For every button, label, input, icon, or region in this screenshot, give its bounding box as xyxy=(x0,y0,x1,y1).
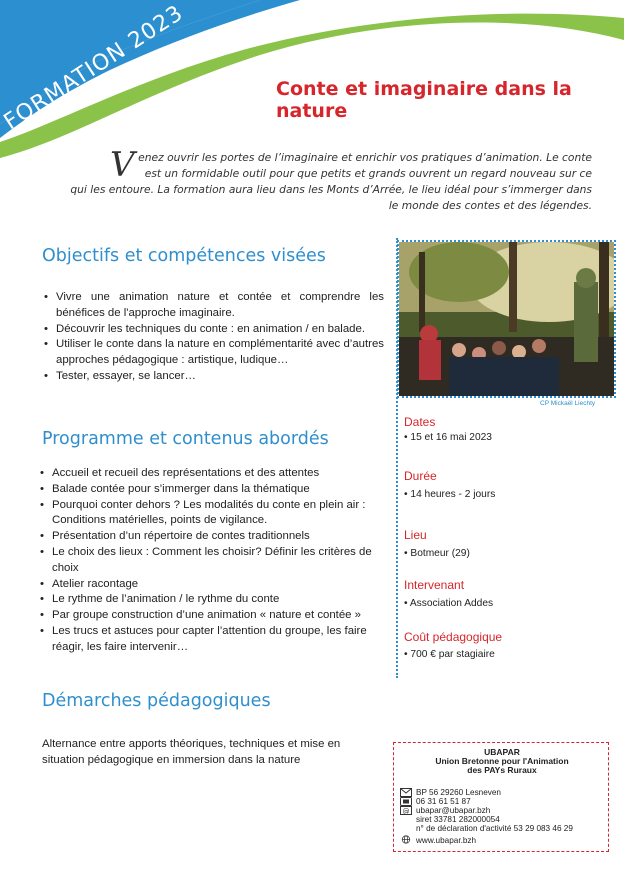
org-name-line1: Union Bretonne pour l'Animation xyxy=(435,756,569,766)
list-item: • Balade contée pour s’immerger dans la thématique xyxy=(40,482,376,498)
email-icon xyxy=(400,806,412,815)
lieu-value: • Botmeur (29) xyxy=(404,548,470,559)
mail-icon xyxy=(400,788,412,797)
programme-heading: Programme et contenus abordés xyxy=(42,429,329,449)
globe-icon xyxy=(400,835,412,844)
contact-declaration: n° de déclaration d'activité 53 29 083 46 29 xyxy=(416,824,573,833)
lieu-label: Lieu xyxy=(404,528,427,542)
contact-website[interactable]: www.ubapar.bzh xyxy=(416,836,477,845)
contact-address: BP 56 29260 Lesneven xyxy=(416,788,501,797)
contact-email[interactable]: ubapar@ubapar.bzh xyxy=(416,806,491,815)
list-item: • Utiliser le conte dans la nature en complémentarité avec d’autres approches pédagogique : artistique, ludique… xyxy=(44,337,384,369)
intro-dropcap: V xyxy=(110,145,135,185)
page-title: Conte et imaginaire dans la nature xyxy=(276,78,572,122)
svg-text:@: @ xyxy=(402,807,410,815)
cout-label: Coût pédagogique xyxy=(404,630,503,644)
intro-paragraph xyxy=(62,145,592,214)
contact-siret: siret 33781 282000054 xyxy=(416,815,500,824)
intro-text: enez ouvrir les portes de l’imaginaire et enrichir vos pratiques d’animation. Le conte est un formidable outil pour que petits et grands ouvrent un regard nouveau sur ce qui les entoure. La formation aura lieu dans les Monts d’Arrée, le lieu idéal pour s’immerger dans le monde des contes et des légendes. xyxy=(70,151,592,212)
duree-value: • 14 heures - 2 jours xyxy=(404,489,496,500)
dates-label: Dates xyxy=(404,415,436,429)
list-item: • Le rythme de l’animation / le rythme du conte xyxy=(40,592,376,608)
photo-credit: CP Mickaël Liechty xyxy=(540,400,596,407)
list-item: • Les trucs et astuces pour capter l’attention du groupe, les faire réagir, les faire intervenir… xyxy=(40,624,376,656)
list-item: • Le choix des lieux : Comment les choisir? Définir les critères de choix xyxy=(40,545,376,577)
contact-box xyxy=(393,742,609,852)
demarches-heading: Démarches pédagogiques xyxy=(42,691,271,711)
dates-value: • 15 et 16 mai 2023 xyxy=(404,432,492,443)
list-item: • Vivre une animation nature et contée et comprendre les bénéfices de l'approche imaginaire. xyxy=(44,290,384,322)
list-item: • Présentation d’un répertoire de contes traditionnels xyxy=(40,529,376,545)
list-item: • Atelier racontage xyxy=(40,577,376,593)
objectives-list xyxy=(44,290,384,385)
list-item: • Découvrir les techniques du conte : en animation / en balade. xyxy=(44,322,384,338)
phone-icon xyxy=(400,797,412,806)
contact-phone: 06 31 61 51 87 xyxy=(416,797,471,806)
intervenant-value: • Association Addes xyxy=(404,598,494,609)
banner-label: FORMATION 2023 xyxy=(0,0,188,136)
intervenant-label: Intervenant xyxy=(404,578,465,592)
list-item: • Par groupe construction d’une animation « nature et contée » xyxy=(40,608,376,624)
list-item: • Accueil et recueil des représentations et des attentes xyxy=(40,466,376,482)
forest-storytelling-photo xyxy=(397,240,616,398)
org-acronym: UBAPAR xyxy=(484,747,520,757)
org-name-line2: des PAYs Ruraux xyxy=(467,765,537,775)
duree-label: Durée xyxy=(404,469,437,483)
list-item: • Tester, essayer, se lancer… xyxy=(44,369,384,385)
objectives-heading: Objectifs et compétences visées xyxy=(42,246,326,266)
cout-value: • 700 € par stagiaire xyxy=(404,649,495,660)
demarches-text: Alternance entre apports théoriques, techniques et mise en situation pédagogique en immersion dans la nature xyxy=(42,738,341,766)
programme-list xyxy=(40,466,376,656)
list-item: • Pourquoi conter dehors ? Les modalités du conte en plein air : Conditions matérielles, points de vigilance. xyxy=(40,498,376,530)
